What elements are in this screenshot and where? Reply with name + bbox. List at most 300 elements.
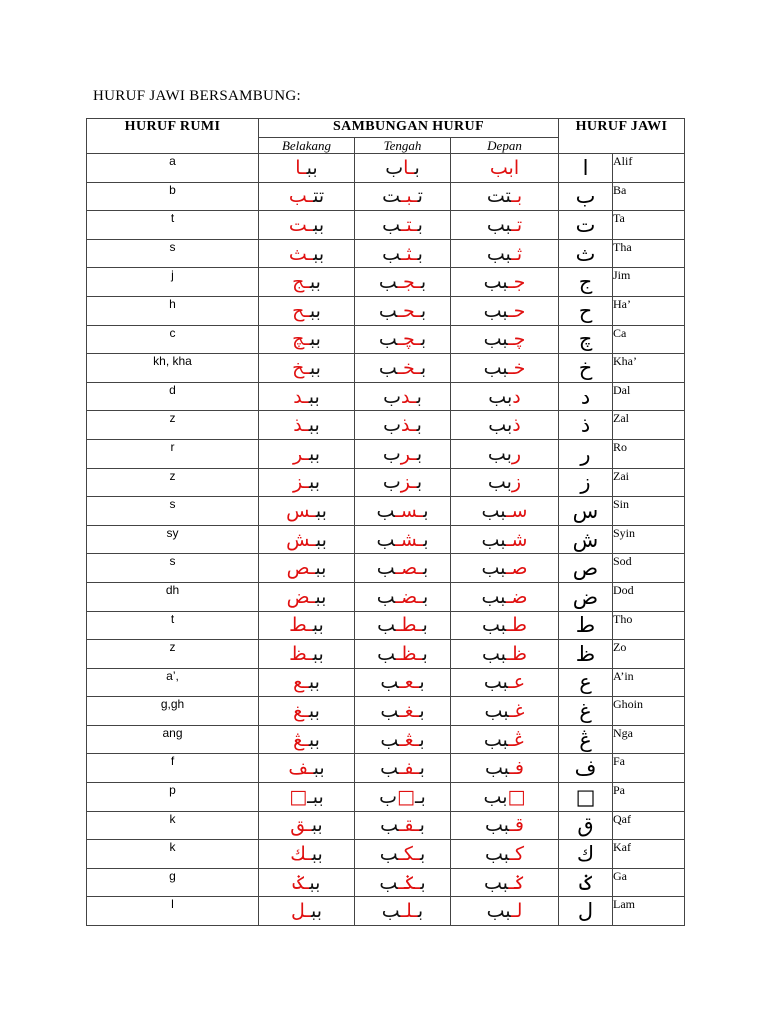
belakang-cell-part: ـس [286,499,316,522]
letter-name-cell: Jim [613,268,685,297]
jawi-letter-cell: ح [559,296,613,325]
rumi-cell: b [87,182,259,211]
tengah-cell-part: ب [419,700,425,723]
depan-cell-part: د [512,385,521,408]
jawi-letter-cell: ز [559,468,613,497]
tengah-cell-part: ب [414,156,420,179]
rumi-cell: g [87,868,259,897]
jawi-letter-cell: چ [559,325,613,354]
belakang-cell-part: ب [314,671,320,694]
depan-cell-part: بب [481,557,506,580]
belakang-cell [259,725,355,754]
table-row [87,154,685,183]
depan-cell-part: خـ [508,356,526,379]
depan-cell [451,239,559,268]
belakang-cell-part: ب [315,271,321,294]
belakang-cell-part: ت [313,185,319,208]
table-row [87,382,685,411]
belakang-cell-part: ب [314,471,321,494]
tengah-cell [355,239,451,268]
tengah-cell-part: ب [380,671,400,694]
jawi-letter-cell: ا [559,154,613,183]
tengah-cell-part: ب [422,642,428,665]
table-row [87,668,685,697]
depan-cell-part: بب [486,213,512,236]
belakang-cell-part: ـغ [293,700,309,723]
tengah-cell-part: ب [417,213,423,236]
tengah-cell-part: ب [416,471,423,494]
table-row [87,640,685,669]
rumi-cell: sy [87,525,259,554]
tengah-cell [355,268,451,297]
table-row [87,868,685,897]
depan-cell [451,468,559,497]
tengah-cell-part: ب [416,414,422,437]
depan-cell-part: بب [484,814,510,837]
tengah-cell-part: ب [377,614,396,637]
jawi-letter-cell: خ [559,354,613,383]
depan-cell-part: بب [483,356,509,379]
letter-name-cell: Alif [613,154,685,183]
depan-cell [451,640,559,669]
belakang-cell [259,697,355,726]
belakang-cell-part: ـل [291,900,311,923]
belakang-cell-part: ب [311,843,318,866]
belakang-cell [259,354,355,383]
tengah-cell-part: ـد [401,385,417,408]
belakang-cell-part: ـا [295,156,307,179]
belakang-cell-part: ب [308,414,315,437]
depan-cell-part: بب [488,414,513,437]
table-row [87,439,685,468]
letter-name-cell: Fa [613,754,685,783]
letter-name-cell: Qaf [613,811,685,840]
tengah-cell-part: ـجـ [397,271,421,294]
rumi-cell: s [87,554,259,583]
tengah-cell [355,182,451,211]
tengah-cell-part: ب [420,843,426,866]
letter-name-cell: Tho [613,611,685,640]
tengah-cell-part: ت [417,185,423,208]
depan-cell-part: قـ [509,814,525,837]
belakang-cell [259,668,355,697]
depan-cell [451,411,559,440]
depan-cell-part: بب [481,528,506,551]
depan-cell-part: بب [484,843,510,866]
letter-name-cell: Ca [613,325,685,354]
header-belakang: Belakang [259,138,355,154]
depan-cell [451,268,559,297]
depan-cell [451,783,559,812]
tengah-cell [355,611,451,640]
table-row [87,525,685,554]
tengah-cell [355,354,451,383]
letter-name-cell: Sod [613,554,685,583]
belakang-cell-part: ب [317,814,323,837]
letter-name-cell: Lam [613,897,685,926]
depan-cell [451,382,559,411]
belakang-cell-part: ب [315,499,322,522]
depan-cell-part: شـ [505,528,528,551]
rumi-cell: z [87,640,259,669]
belakang-cell-part: ـث [288,242,314,265]
table-row [87,296,685,325]
jawi-letter-cell: ف [559,754,613,783]
jawi-letter-cell: ض [559,582,613,611]
belakang-cell-part: ب [321,528,327,551]
belakang-cell-part: ب [315,871,321,894]
jawi-letter-cell: ع [559,668,613,697]
table-body [87,154,685,926]
tengah-cell-part: ب [379,785,398,808]
rumi-cell: z [87,468,259,497]
depan-cell-part: غـ [508,700,525,723]
tengah-cell-part: ـخـ [397,356,421,379]
tengah-cell [355,525,451,554]
belakang-cell-part: ب [309,356,316,379]
tengah-cell-part: ب [422,557,429,580]
jawi-letter-cell: س [559,497,613,526]
belakang-cell-part: ـر [292,442,310,465]
belakang-cell [259,811,355,840]
depan-cell-part: جـ [508,271,526,294]
depan-cell-part: بب [484,757,510,780]
depan-cell-part: بب [483,728,509,751]
tengah-cell-part: ب [419,671,425,694]
belakang-cell-part: ب [313,757,320,780]
depan-cell [451,325,559,354]
depan-cell [451,611,559,640]
tengah-cell-part: ب [376,557,396,580]
tengah-cell-part: ب [423,499,429,522]
depan-cell-part: سـ [505,499,528,522]
belakang-cell-part: ب [315,356,321,379]
belakang-cell-part: ـڠ [293,728,309,751]
belakang-cell [259,268,355,297]
depan-cell-part: بب [483,671,509,694]
belakang-cell-part: ب [318,614,324,637]
tengah-cell-part: ب [379,843,399,866]
belakang-cell [259,325,355,354]
letter-name-cell: Nga [613,725,685,754]
belakang-cell-part: □ [289,785,308,808]
belakang-cell-part: ب [313,213,319,236]
table-row [87,268,685,297]
belakang-cell [259,868,355,897]
depan-cell [451,211,559,240]
jawi-letter-cell: ݢ [559,868,613,897]
jawi-letter-cell: ظ [559,640,613,669]
belakang-cell [259,783,355,812]
belakang-cell-part: ب [315,328,321,351]
jawi-letter-cell: ق [559,811,613,840]
depan-cell-part: صـ [505,557,528,580]
belakang-cell-part: ب [308,385,315,408]
tengah-cell [355,468,451,497]
tengah-cell-part: ـكـ [398,843,420,866]
tengah-cell [355,211,451,240]
belakang-cell-part: ب [318,642,324,665]
belakang-cell [259,439,355,468]
depan-cell-part: بب [488,385,513,408]
depan-cell [451,354,559,383]
belakang-cell-part: ـچ [292,328,310,351]
belakang-cell-part: ـص [286,557,316,580]
tengah-cell-part: ب [420,299,427,322]
belakang-cell-part: ب [315,557,322,580]
belakang-cell-part: ب [309,328,316,351]
belakang-cell-part: ب [306,156,313,179]
belakang-cell-part: ـد [293,385,309,408]
tengah-cell-part: ب [378,271,398,294]
tengah-cell [355,754,451,783]
depan-cell-part: لـ [511,900,523,923]
tengah-cell-part: ب [378,299,398,322]
table-row [87,411,685,440]
tengah-cell-part: ب [379,871,399,894]
rumi-cell: h [87,296,259,325]
jawi-letter-cell: ب [559,182,613,211]
table-row [87,697,685,726]
tengah-cell-part: ـعـ [399,671,420,694]
header-depan: Depan [451,138,559,154]
depan-cell [451,840,559,869]
tengah-cell-part: ب [422,585,429,608]
depan-cell [451,439,559,468]
tengah-cell-part: ب [382,442,401,465]
tengah-cell-part: ب [378,356,398,379]
tengah-cell-part: ـشـ [395,528,424,551]
tengah-cell-part: ـز [400,471,417,494]
rumi-cell: g,gh [87,697,259,726]
tengah-cell-part: ـا [403,156,415,179]
tengah-cell-part: ب [420,271,427,294]
letter-name-cell: Pa [613,783,685,812]
depan-cell-part: ذ [512,414,521,437]
rumi-cell: j [87,268,259,297]
depan-cell-part: بب [483,871,509,894]
rumi-cell: t [87,611,259,640]
letter-name-cell: Tha [613,239,685,268]
tengah-cell [355,382,451,411]
rumi-cell: l [87,897,259,926]
belakang-cell [259,611,355,640]
tengah-cell-part: ب [419,757,425,780]
belakang-cell-part: ب [315,528,322,551]
tengah-cell [355,840,451,869]
depan-cell-part: بـ [511,185,523,208]
tengah-cell-part: ـصـ [395,557,423,580]
letter-name-cell: Syin [613,525,685,554]
rumi-cell: r [87,439,259,468]
tengah-cell-part: □ [397,785,415,808]
depan-cell-part: بب [483,271,509,294]
rumi-cell: a [87,154,259,183]
depan-cell [451,582,559,611]
belakang-cell-part: ب [318,785,324,808]
depan-cell-part: ر [511,442,522,465]
tengah-cell-part: ـلـ [400,900,418,923]
belakang-cell-part: ب [309,442,315,465]
tengah-cell-part: ب [380,728,400,751]
belakang-cell [259,239,355,268]
depan-cell [451,497,559,526]
tengah-cell-part: ب [420,871,426,894]
depan-cell-part: تـ [511,213,523,236]
letter-name-cell: Ga [613,868,685,897]
belakang-cell [259,525,355,554]
belakang-cell-part: ـذ [293,414,309,437]
belakang-cell [259,468,355,497]
tengah-cell-part: ـر [400,442,417,465]
belakang-cell-part: ب [321,499,327,522]
tengah-cell-part: ب [382,213,401,236]
tengah-cell-part: ب [420,356,427,379]
depan-cell-part: بب [481,585,506,608]
tengah-cell [355,296,451,325]
belakang-cell-part: ـخ [292,356,310,379]
belakang-cell-part: ب [309,271,316,294]
rumi-cell: s [87,239,259,268]
tengah-cell [355,497,451,526]
jawi-table [86,118,685,926]
belakang-cell-part: ب [315,299,321,322]
tengah-cell-part: ب [385,156,404,179]
tengah-cell-part: ب [417,242,423,265]
depan-cell-part: طـ [506,614,528,637]
tengah-cell [355,582,451,611]
rumi-cell: t [87,211,259,240]
jawi-letter-cell: ت [559,211,613,240]
letter-name-cell: Ha’ [613,296,685,325]
belakang-cell-part: ـك [290,843,312,866]
jawi-letter-cell: ص [559,554,613,583]
table-row [87,468,685,497]
table-row [87,211,685,240]
belakang-cell-part: ـح [292,299,310,322]
belakang-cell-part: ب [318,242,325,265]
jawi-letter-cell: ش [559,525,613,554]
belakang-cell-part: ـج [292,271,310,294]
letter-name-cell: Zal [613,411,685,440]
tengah-cell-part: ـفـ [398,757,420,780]
rumi-cell: ang [87,725,259,754]
tengah-cell-part: ـثـ [400,242,418,265]
tengah-cell-part: ـذ [401,414,417,437]
tengah-cell [355,668,451,697]
belakang-cell-part: ـض [286,585,316,608]
tengah-cell-part: ـسـ [395,499,424,522]
letter-name-cell: Zo [613,640,685,669]
tengah-cell [355,697,451,726]
tengah-cell-part: ب [383,385,402,408]
belakang-cell [259,382,355,411]
depan-cell-part: عـ [508,671,526,694]
depan-cell [451,182,559,211]
jawi-letter-cell: د [559,382,613,411]
depan-cell-part: بب [481,642,507,665]
depan-cell [451,154,559,183]
rumi-cell: k [87,811,259,840]
depan-cell-part: حـ [508,299,526,322]
table-row [87,325,685,354]
letter-name-cell: Kha’ [613,354,685,383]
depan-cell-part: بب [486,900,512,923]
letter-name-cell: Ba [613,182,685,211]
jawi-letter-cell: غ [559,697,613,726]
letter-name-cell: Ghoin [613,697,685,726]
jawi-letter-cell: ڠ [559,725,613,754]
tengah-cell [355,640,451,669]
rumi-cell: p [87,783,259,812]
tengah-cell [355,868,451,897]
jawi-letter-cell: ل [559,897,613,926]
belakang-cell-part: ب [315,585,322,608]
depan-cell-part: ا [513,156,520,179]
depan-cell-part: بب [481,614,507,637]
tengah-cell-part: ب [417,900,424,923]
jawi-letter-cell: ط [559,611,613,640]
depan-cell-part: ز [511,471,522,494]
header-huruf-jawi: HURUF JAWI [559,119,685,154]
belakang-cell [259,296,355,325]
tengah-cell-part: ـظـ [395,642,423,665]
belakang-cell-part: ب [314,728,320,751]
header-huruf-rumi: HURUF RUMI [87,119,259,154]
depan-cell-part: بب [487,442,512,465]
tengah-cell-part: ب [422,614,428,637]
depan-cell [451,811,559,840]
table-row [87,582,685,611]
belakang-cell-part: ـݢ [292,871,310,894]
tengah-cell-part: ـڠـ [399,728,420,751]
belakang-cell-part: ب [312,156,318,179]
table-row [87,611,685,640]
belakang-cell [259,640,355,669]
depan-cell-part: بب [489,156,514,179]
tengah-cell [355,554,451,583]
rumi-cell: c [87,325,259,354]
letter-name-cell: Ta [613,211,685,240]
jawi-letter-cell: ج [559,268,613,297]
belakang-cell-part: ب [312,614,319,637]
depan-cell-part: بب [484,700,509,723]
tengah-cell-part: ـحـ [397,299,421,322]
jawi-letter-cell: ث [559,239,613,268]
belakang-cell [259,497,355,526]
table-row [87,725,685,754]
tengah-cell [355,154,451,183]
tengah-cell-part: ب [381,900,401,923]
belakang-cell-part: ـع [293,671,309,694]
belakang-cell-part: ب [317,843,323,866]
depan-cell-part: ظـ [506,642,528,665]
tengah-cell [355,725,451,754]
depan-cell-part: فـ [509,757,525,780]
belakang-cell [259,754,355,783]
depan-cell-part: ڠـ [508,728,526,751]
table-row [87,840,685,869]
letter-name-cell: A’in [613,668,685,697]
belakang-cell-part: ب [319,757,325,780]
jawi-letter-cell: ك [559,840,613,869]
belakang-cell-part: ـط [289,614,313,637]
tengah-cell-part: ـتـ [400,213,418,236]
belakang-cell [259,182,355,211]
depan-cell-part: بب [483,785,508,808]
jawi-letter-cell: □ [559,783,613,812]
tengah-cell-part: ب [419,728,425,751]
